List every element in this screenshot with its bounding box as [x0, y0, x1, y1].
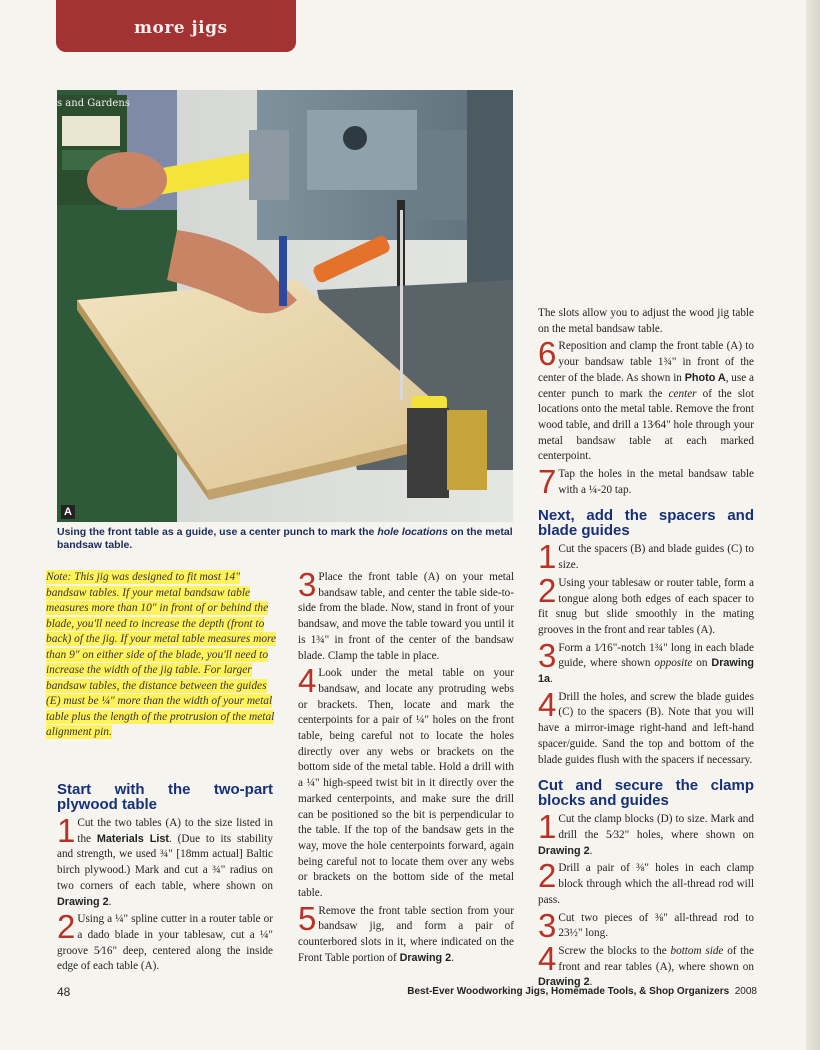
step-text: Tap the holes in the metal bandsaw table with a ¼-20 tap.	[558, 468, 754, 496]
step-text: .	[589, 976, 593, 989]
step-text: Remove the front table section from your bandsaw jig, and form a pair of counterbored slots in it, where indicated on the Front Table portion of	[298, 904, 514, 964]
step-text: Cut the two tables (A) to the size listed in the	[77, 817, 273, 845]
drawing-ref: Drawing 2	[538, 844, 590, 857]
step-number: 1	[538, 538, 557, 576]
photo-caption-text: Using the front table as a guide, use a center punch to mark the	[57, 526, 378, 538]
materials-list-ref: Materials List	[96, 832, 169, 845]
photo-a-illustration	[57, 90, 513, 522]
step-number: 4	[298, 662, 317, 700]
step-text: of the slot locations onto the metal table. Remove the front wood table, and drill a 13⁄64" hole through your metal bandsaw table at each marked centerpoint.	[538, 387, 754, 463]
step-text: Using a ¼" spline cutter in a router table or a dado blade in your tablesaw, cut a ¼" groove 5⁄16" deep, centered along the inside edge of each table (A).	[57, 913, 273, 973]
step-text: .	[589, 844, 593, 857]
clamp-step-4	[538, 939, 754, 991]
step-text: Cut the spacers (B) and blade guides (C) to size.	[558, 543, 754, 572]
step-number: 1	[57, 812, 76, 849]
page-edge-shadow	[806, 0, 820, 1050]
step-text: . (Due to its stability and strength, we used ¾" [18mm actual] Baltic birch plywood.) Mark and cut a ¾" radius on two corners of each table, where shown on	[57, 832, 273, 892]
step-number: 3	[538, 636, 557, 674]
step-text: Using your tablesaw or router table, form a tongue along both edges of each spacer to fit snug but slide smoothly in the mating grooves in the front and rear tables (A).	[538, 576, 754, 636]
intro-paragraph: The slots allow you to adjust the wood jig table on the metal bandsaw table.	[538, 307, 754, 335]
drawing-ref: Drawing 2	[399, 951, 452, 964]
heading-clamp-blocks: Cut and secure the clamp blocks and guides	[538, 777, 754, 810]
step-number: 4	[538, 685, 557, 723]
step-number: 3	[538, 906, 557, 944]
step-text: of the front and rear tables (A), where shown on	[558, 944, 754, 973]
publication-year: 2008	[734, 986, 757, 997]
step-text-emphasis: bottom side	[670, 944, 724, 957]
step-3	[298, 566, 514, 664]
heading-plywood-table: Start with the two-part plywood table	[57, 781, 273, 813]
magazine-cover-text: s and Gardens	[57, 98, 130, 109]
page-footer	[57, 985, 757, 1001]
step-number: 1	[538, 808, 557, 846]
note-text: Note: This jig was designed to fit most 14" bandsaw tables. If your metal bandsaw table measures more than 10" in front of or behind the blade, you'll need to increase the depth (front to back) of the jig. If your metal table measures more than 9" on either side of the blade, you'll need to increase the width of the jig table. For larger bandsaw tables, the distance between the guides (E) must be ¼" more than the width of your metal table plus the length of the protrusion of the metal alignment pin.	[46, 571, 277, 738]
step-text: on	[692, 657, 712, 670]
section-tab-label: more jigs	[134, 18, 228, 38]
step-number: 2	[538, 857, 557, 895]
step-text: .	[550, 673, 553, 686]
step-text: Cut the clamp blocks (D) to size. Mark and drill the 5⁄32" holes, where shown on	[558, 813, 754, 841]
spacer-step-1	[538, 538, 754, 576]
step-text: Reposition and clamp the front table (A) to your bandsaw table 1¾" in front of the center of the blade. As shown in	[538, 340, 754, 384]
spacer-step-4	[538, 685, 754, 769]
middle-column	[298, 566, 514, 969]
step-7	[538, 463, 754, 501]
step-number: 2	[538, 571, 557, 609]
publication-line	[407, 986, 757, 997]
step-text: .	[451, 951, 454, 964]
step-text: Drill the holes, and screw the blade guides (C) to the spacers (B). Note that you will have a mirror-image right-hand and left-hand spacer/guide. Sand the top and bottom of the blade guides flush with the spacers if necessary.	[538, 690, 754, 766]
step-text: Look under the metal table on your bandsaw, and locate any protruding webs or brackets. Then, locate and mark the centerpoints for a pair of ¼" holes on the front table, being careful not to locate the holes directly over any webs or brackets on the bottom side of the metal table. Hold a drill with a ¼" high-speed twist bit in it directly over the marked centerpoints, and make sure the drill can be positioned so the bit is perpendicular to the table. If the top of the bandsaw gets in the way, move the hole centerpoints forward, again being careful not to locate them over any webs or brackets on the bottom side of the metal table.	[298, 667, 514, 900]
drawing-ref: Drawing 2	[538, 976, 590, 989]
step-number: 3	[298, 566, 317, 603]
step-number: 4	[538, 939, 557, 977]
step-number: 2	[57, 908, 76, 946]
spacer-step-3	[538, 636, 755, 688]
page-number: 48	[57, 985, 71, 999]
photo-caption-tail: on the metal bandsaw table.	[57, 526, 513, 551]
drawing-ref: Drawing 1a	[538, 657, 755, 686]
heading-spacers-guides: Next, add the spacers and blade guides	[538, 507, 754, 540]
step-text: Screw the blocks to the	[558, 944, 671, 957]
step-number: 5	[298, 899, 317, 937]
section-tab	[56, 0, 296, 52]
step-text: Form a 1⁄16"-notch 1¾" long in each blade guide, where shown	[558, 641, 754, 670]
step-number: 6	[538, 335, 557, 373]
publication-title: Best-Ever Woodworking Jigs, Homemade Tools, & Shop Organizers	[407, 986, 730, 997]
step-4	[298, 662, 514, 902]
photo-letter-a: A	[61, 505, 75, 519]
step-text: Cut two pieces of ⅜" all-thread rod to 23½" long.	[558, 911, 754, 940]
step-text: , use a center punch to mark the	[538, 371, 754, 400]
clamp-step-3	[538, 906, 754, 944]
photo-ref: Photo A	[684, 371, 726, 384]
step-5	[298, 899, 514, 967]
step-text-emphasis: opposite	[654, 657, 693, 670]
left-column	[57, 782, 273, 977]
spacer-step-2	[538, 571, 754, 639]
step-text-emphasis: center	[668, 387, 697, 400]
clamp-step-1	[538, 808, 754, 859]
highlighted-note	[46, 570, 278, 741]
step-1	[57, 812, 273, 910]
step-6	[538, 335, 754, 465]
photo-caption	[57, 526, 513, 552]
step-text: Place the front table (A) on your metal bandsaw table, and center the table side-to-side from the blade. Now, stand in front of your bandsaw, and move the table toward you until it is 1¾" in front of the center of the bandsaw blade. Clamp the table in place.	[298, 571, 514, 662]
photo-a	[57, 90, 513, 522]
step-text: .	[108, 895, 112, 908]
step-number: 7	[538, 463, 557, 501]
step-2	[57, 908, 273, 975]
clamp-step-2	[538, 857, 754, 908]
drawing-ref: Drawing 2	[57, 895, 109, 908]
right-column	[538, 306, 754, 993]
step-text: Drill a pair of ⅜" holes in each clamp block through which the all-thread rod will pass.	[538, 862, 754, 906]
photo-caption-emphasis: hole locations	[377, 526, 448, 538]
